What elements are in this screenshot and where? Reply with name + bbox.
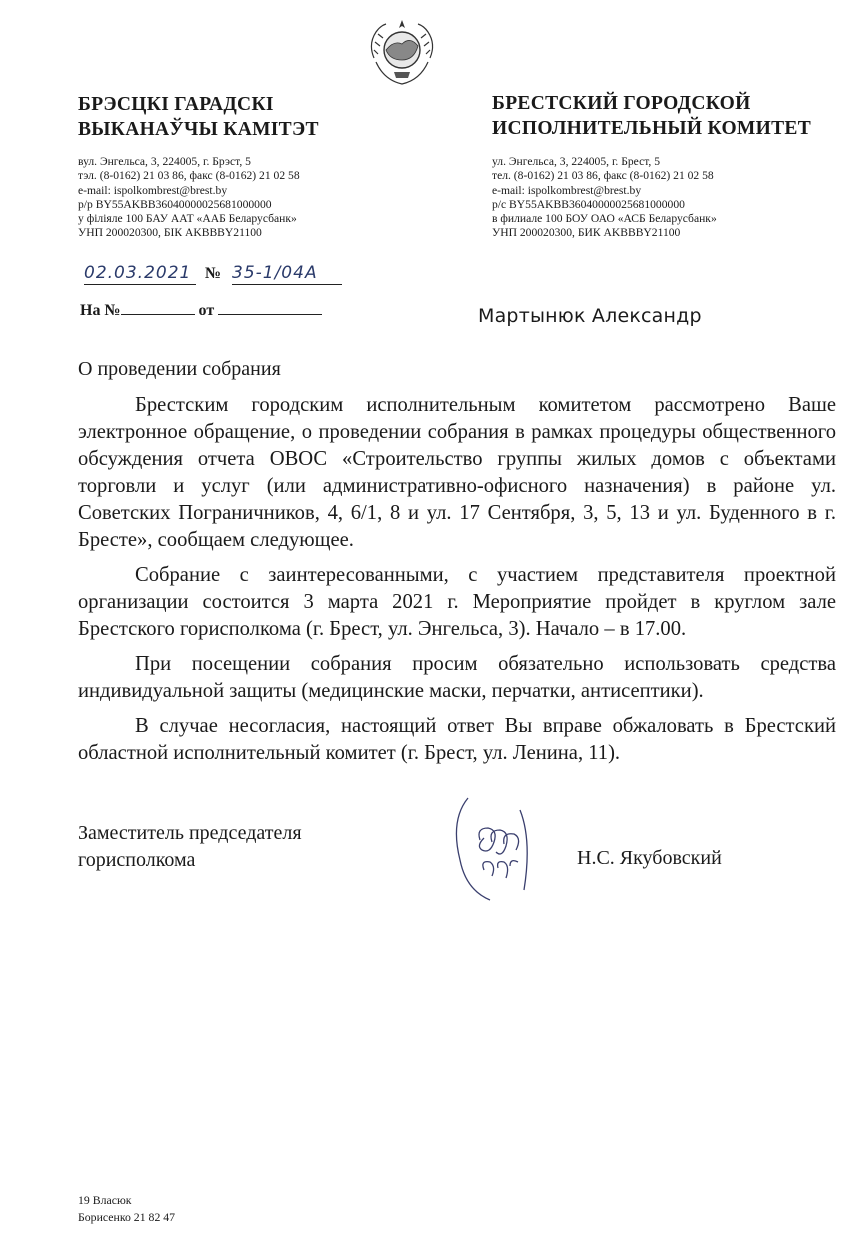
unp-line: УНП 200020300, БІК AKBBBY21100 <box>78 226 262 240</box>
reference-label: На № <box>80 302 121 319</box>
footer-executor <box>78 1192 175 1226</box>
reference-from-label: от <box>198 302 215 319</box>
reference-number-blank <box>121 300 195 315</box>
org-details-russian <box>492 155 717 241</box>
registration-number: 35-1/04А <box>232 263 342 285</box>
account-line: р/с BY55AKBB36040000025681000000 <box>492 197 685 211</box>
email-line: e-mail: ispolkombrest@brest.by <box>78 183 228 197</box>
recipient: Мартынюк Александр <box>478 305 702 327</box>
unp-line: УНП 200020300, БИК AKBBBY21100 <box>492 226 681 240</box>
reference-date-blank <box>218 300 322 315</box>
letter-body <box>78 392 836 775</box>
phone-line: тэл. (8-0162) 21 03 86, факс (8-0162) 21 02 58 <box>78 169 300 183</box>
footer-line2: Борисенко 21 82 47 <box>78 1210 176 1224</box>
signer-name: Н.С. Якубовский <box>577 847 722 869</box>
state-emblem-icon <box>364 14 440 90</box>
registration-date: 02.03.2021 <box>84 263 196 285</box>
body-paragraph: Собрание с заинтересованными, с участием представителя проектной организации состоится 3 марта 2021 г. Мероприятие пройдет в круглом зале Брестского горисполкома (г. Брест, ул. Энгельса, 3). Начало – в 17.00. <box>78 564 836 640</box>
reference-line <box>80 300 322 320</box>
email-line: e-mail: ispolkombrest@brest.by <box>492 183 642 197</box>
subject-line: О проведении собрания <box>78 358 281 380</box>
signer-position-line1: Заместитель председателя <box>78 822 302 844</box>
address-line: ул. Энгельса, 3, 224005, г. Брест, 5 <box>492 155 661 168</box>
signature-position <box>78 820 302 874</box>
phone-line: тел. (8-0162) 21 03 86, факс (8-0162) 21 02 58 <box>492 169 714 183</box>
signer-position-line2: горисполкома <box>78 849 196 871</box>
org-details-belarusian <box>78 155 300 241</box>
body-paragraph: Брестским городским исполнительным комитетом рассмотрено Ваше электронное обращение, о проведении собрания в рамках процедуры общественного обсуждения отчета ОВОС «Строительство группы жилых домов с объектами торговли и услуг (или административно-офисного назначения) в районе ул. Советских Пограничников, 4, 6/1, 8 и ул. 17 Сентября, 3, 5, 13 и ул. Буденного в г. Бресте», сообщаем следующее. <box>78 394 836 551</box>
address-line: вул. Энгельса, 3, 224005, г. Брэст, 5 <box>78 155 251 168</box>
account-line: р/р BY55AKBB36040000025681000000 <box>78 197 272 211</box>
footer-line1: 19 Власюк <box>78 1193 132 1207</box>
handwritten-signature <box>440 790 560 910</box>
bank-line: в филиале 100 БОУ ОАО «АСБ Беларусбанк» <box>492 212 717 226</box>
body-paragraph: При посещении собрания просим обязательно использовать средства индивидуальной защиты (медицинские маски, перчатки, антисептики). <box>78 653 836 702</box>
bank-line: у філіяле 100 БАУ ААТ «ААБ Беларусбанк» <box>78 212 297 226</box>
org-title-belarusian: БРЭСЦКІ ГАРАДСКІ ВЫКАНАЎЧЫ КАМІТЭТ <box>78 94 319 140</box>
registration-number-label: № <box>205 265 222 282</box>
org-title-russian: БРЕСТСКИЙ ГОРОДСКОЙ ИСПОЛНИТЕЛЬНЫЙ КОМИТЕТ <box>492 93 812 139</box>
body-paragraph: В случае несогласия, настоящий ответ Вы вправе обжаловать в Брестский областной исполнительный комитет (г. Брест, ул. Ленина, 11). <box>78 715 836 764</box>
